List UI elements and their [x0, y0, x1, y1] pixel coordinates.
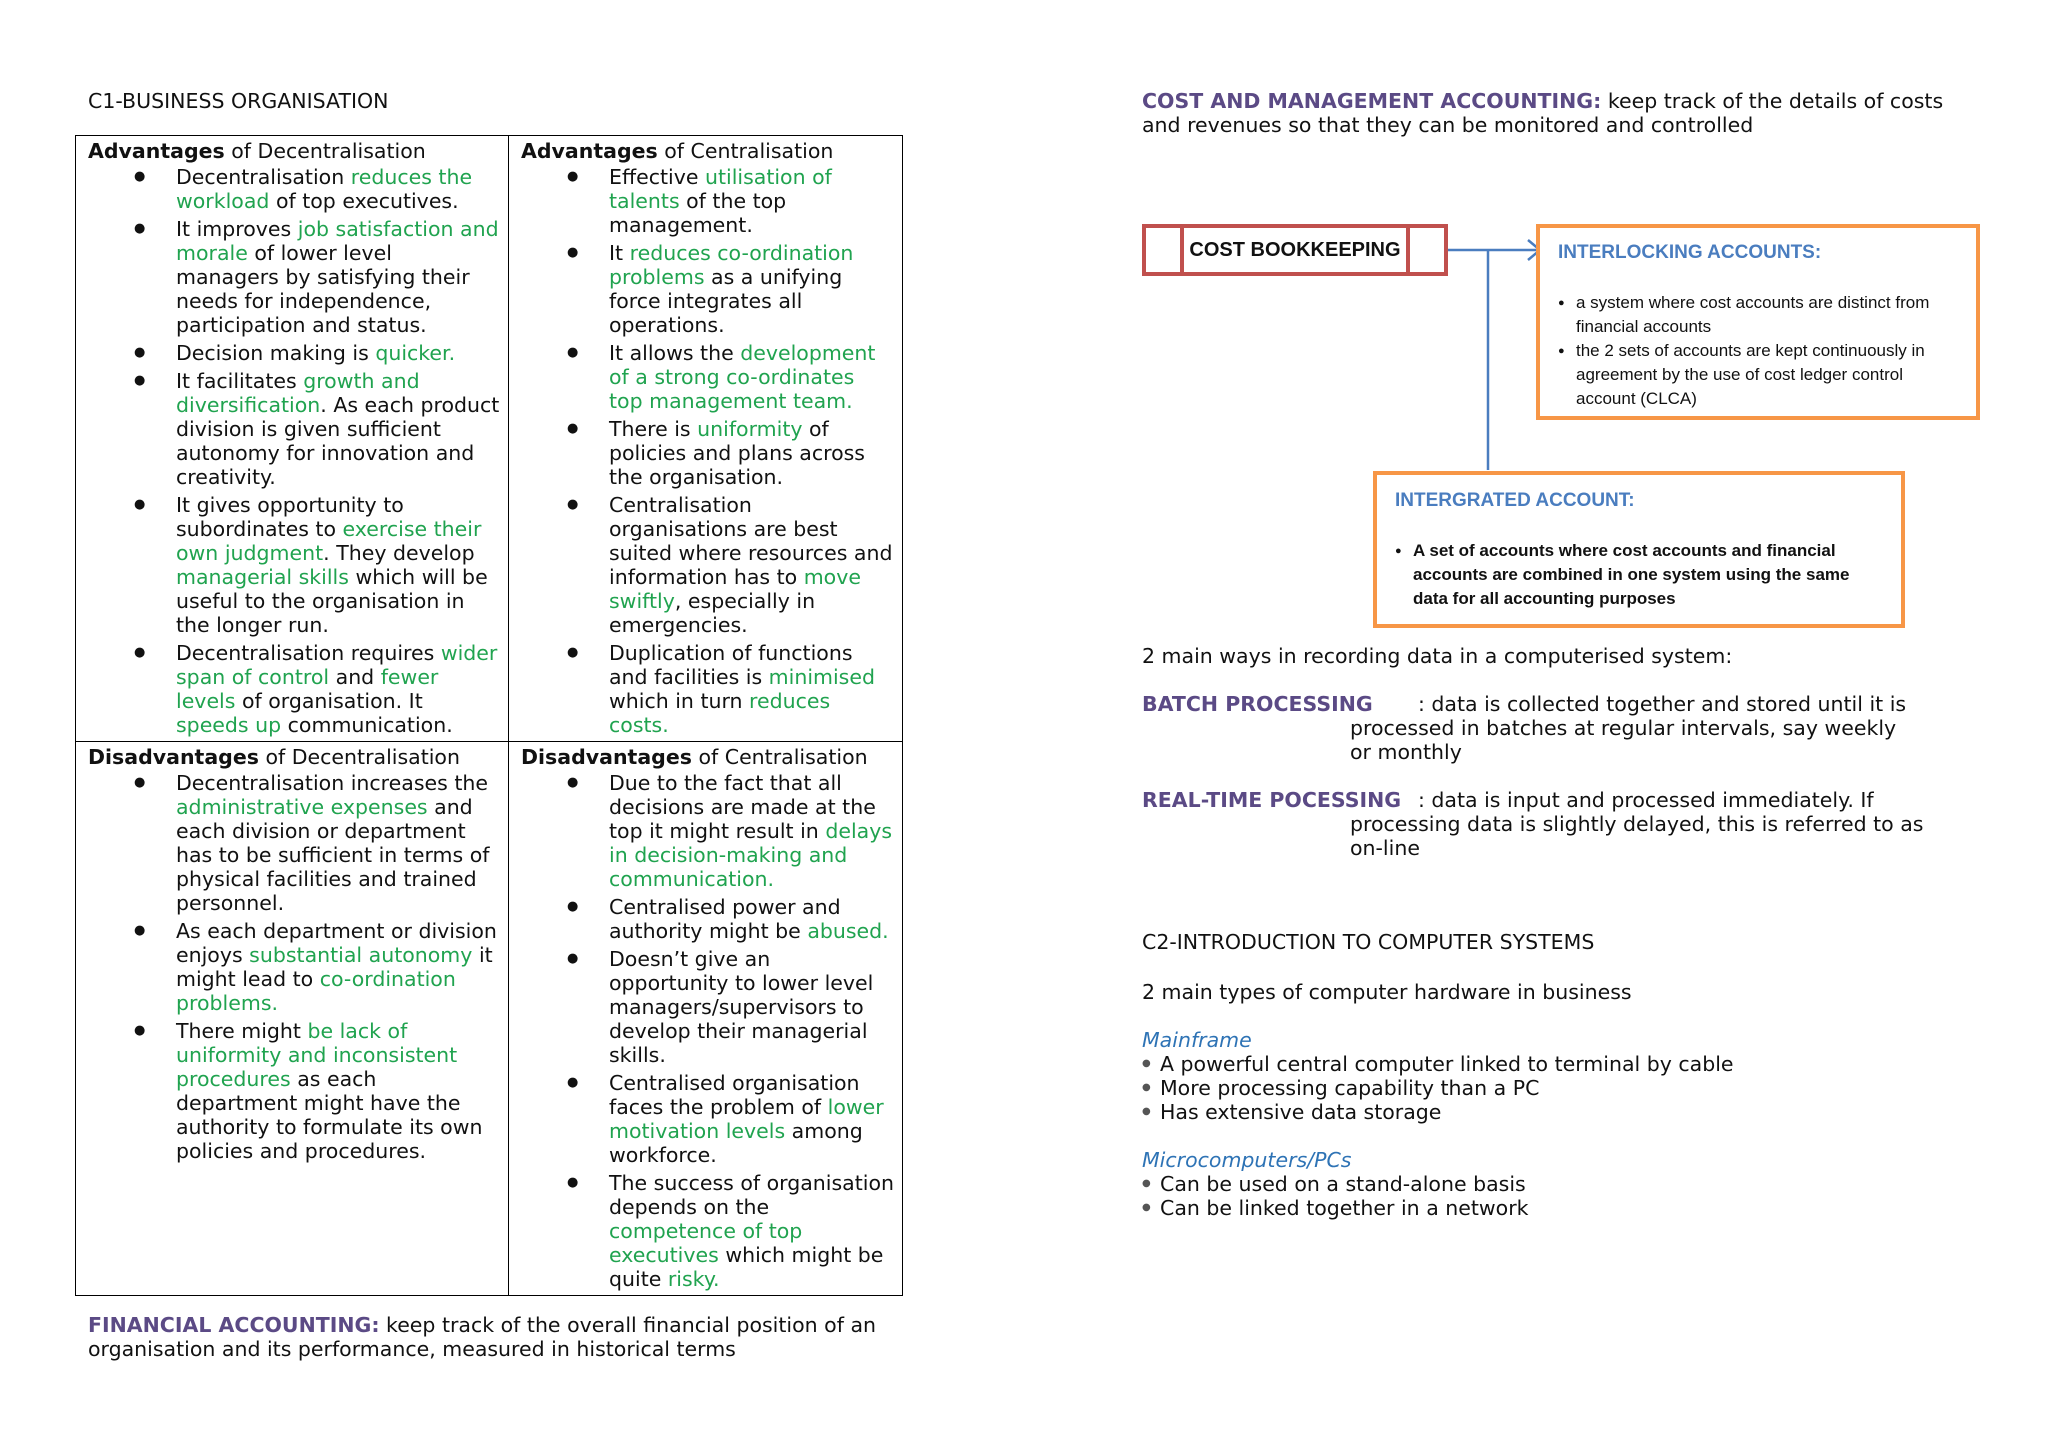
- list-item: [88, 919, 500, 1015]
- text: and: [329, 665, 381, 689]
- text: of organisation. It: [235, 689, 423, 713]
- text: It improves: [176, 217, 298, 241]
- list-item: [521, 895, 894, 943]
- bullet-list: [88, 165, 500, 737]
- cell-disadvantages-centralisation: [509, 742, 903, 1296]
- highlighted-text: substantial autonomy: [249, 943, 473, 967]
- list-item: [88, 641, 500, 737]
- text: which in turn: [609, 689, 750, 713]
- highlighted-text: utilisation of talents: [609, 165, 832, 213]
- text: As each department or division enjoys: [176, 919, 497, 967]
- section-title-c1: C1-BUSINESS ORGANISATION: [88, 89, 389, 113]
- section-title-c2: C2-INTRODUCTION TO COMPUTER SYSTEMS: [1142, 930, 1595, 954]
- highlighted-text: lower motivation levels: [609, 1095, 884, 1143]
- text: It allows the: [609, 341, 741, 365]
- highlighted-text: reduces the workload: [176, 165, 473, 213]
- cell-advantages-centralisation: [509, 136, 903, 742]
- list-item: ● the 2 sets of accounts are kept continuously in agreement by the use of cost ledger control account (CLCA): [1558, 339, 1958, 411]
- list-item: ● Can be used on a stand-alone basis: [1142, 1172, 1942, 1196]
- cost-bookkeeping-box: [1142, 224, 1448, 276]
- list-item: [88, 165, 500, 213]
- highlighted-text: be lack of uniformity and inconsistent procedures: [176, 1019, 458, 1091]
- text: , especially in emergencies.: [609, 589, 816, 637]
- highlighted-text: job satisfaction and morale: [176, 217, 499, 265]
- bullet-list: [521, 165, 894, 737]
- financial-accounting-definition: [88, 1313, 888, 1361]
- text: Decentralisation requires: [176, 641, 441, 665]
- text: of lower level managers by satisfying their needs for independence, participation and status.: [176, 241, 470, 337]
- text: . They develop: [323, 541, 475, 565]
- highlighted-text: minimised: [768, 665, 875, 689]
- list-item: [521, 241, 894, 337]
- text: . As each product division is given sufficient autonomy for innovation and creativity.: [176, 393, 500, 489]
- highlighted-text: administrative expenses: [176, 795, 428, 819]
- list-item: [88, 369, 500, 489]
- batch-processing-line1: : data is collected together and stored until it is: [1418, 692, 1907, 716]
- text: of top executives.: [269, 189, 459, 213]
- text: Duplication of functions and facilities is: [609, 641, 853, 689]
- highlighted-text: competence of top executives: [609, 1219, 803, 1267]
- term-label: BATCH PROCESSING: [1142, 692, 1373, 716]
- text: of the top management.: [609, 189, 787, 237]
- list-item: ● Has extensive data storage: [1142, 1100, 1942, 1124]
- mainframe-bullets: [1142, 1052, 1942, 1124]
- highlighted-text: managerial skills: [176, 565, 349, 589]
- text: Doesn’t give an opportunity to lower level managers/supervisors to develop their managerial skills.: [609, 947, 874, 1067]
- text: Effective: [609, 165, 705, 189]
- text: It gives opportunity to subordinates to: [176, 493, 404, 541]
- realtime-processing-line1: : data is input and processed immediately. If: [1418, 788, 1874, 812]
- definition-text: keep track of the details of costs and revenues so that they can be monitored and controlled: [1142, 89, 1944, 137]
- highlighted-text: quicker.: [375, 341, 456, 365]
- list-item: [521, 1171, 894, 1291]
- list-item: [521, 1071, 894, 1167]
- cell-heading-bold: Disadvantages: [88, 745, 259, 769]
- integrated-account-box: [1373, 471, 1905, 628]
- text: which might be quite: [609, 1243, 884, 1291]
- text: It facilitates: [176, 369, 304, 393]
- cell-heading-bold: Advantages: [521, 139, 658, 163]
- list-item: ● a system where cost accounts are distinct from financial accounts: [1558, 291, 1958, 339]
- interlocking-bullets: [1558, 291, 1958, 411]
- list-item: [88, 771, 500, 915]
- text: Decentralisation increases the: [176, 771, 488, 795]
- cell-heading-rest: of Centralisation: [657, 139, 834, 163]
- microcomputers-heading: Microcomputers/PCs: [1142, 1148, 1352, 1172]
- microcomputers-section: [1142, 1148, 1942, 1220]
- list-item: [88, 217, 500, 337]
- text: communication.: [281, 713, 453, 737]
- highlighted-text: growth and diversification: [176, 369, 420, 417]
- highlighted-text: fewer levels: [176, 665, 439, 713]
- cell-advantages-decentralisation: [76, 136, 509, 742]
- integrated-account-title: INTERGRATED ACCOUNT:: [1395, 490, 1635, 511]
- highlighted-text: uniformity: [697, 417, 803, 441]
- highlighted-text: speeds up: [176, 713, 282, 737]
- bullet-list: [88, 771, 500, 1163]
- highlighted-text: reduces costs.: [609, 689, 831, 737]
- recording-intro: 2 main ways in recording data in a computerised system:: [1142, 644, 1733, 668]
- realtime-processing-rest: processing data is slightly delayed, this is referred to as on-line: [1350, 812, 1924, 860]
- term-label: REAL-TIME POCESSING: [1142, 788, 1402, 812]
- cell-heading-bold: Disadvantages: [521, 745, 692, 769]
- centralisation-table: [75, 135, 903, 1296]
- list-item: [88, 493, 500, 637]
- cost-bookkeeping-label: COST BOOKKEEPING: [1180, 228, 1410, 272]
- mainframe-heading: Mainframe: [1142, 1028, 1252, 1052]
- interlocking-accounts-box: [1536, 224, 1980, 420]
- text: Centralised organisation faces the problem of: [609, 1071, 860, 1119]
- cell-heading-rest: of Centralisation: [691, 745, 868, 769]
- term-financial-accounting: FINANCIAL ACCOUNTING:: [88, 1313, 380, 1337]
- cell-heading-rest: of Decentralisation: [224, 139, 426, 163]
- text: Due to the fact that all decisions are made at the top it might result in: [609, 771, 876, 843]
- highlighted-text: reduces co-ordination problems: [609, 241, 854, 289]
- cell-disadvantages-decentralisation: [76, 742, 509, 1296]
- text: which will be useful to the organisation in the longer run.: [176, 565, 488, 637]
- list-item: ● More processing capability than a PC: [1142, 1076, 1942, 1100]
- text: Centralisation organisations are best suited where resources and information has to: [609, 493, 893, 589]
- highlighted-text: delays in decision-making and communication.: [609, 819, 893, 891]
- text: There might: [176, 1019, 308, 1043]
- cost-management-definition: [1142, 89, 1982, 137]
- list-item: ● Can be linked together in a network: [1142, 1196, 1942, 1220]
- integrated-bullets: [1395, 539, 1883, 611]
- definition-text: keep track of the overall financial position of an organisation and its performance, measured in historical terms: [88, 1313, 876, 1361]
- batch-processing-term: [1142, 692, 1373, 716]
- microcomputers-bullets: [1142, 1172, 1942, 1220]
- text: as a unifying force integrates all operations.: [609, 265, 843, 337]
- text: Decision making is: [176, 341, 376, 365]
- text: as each department might have the authority to formulate its own policies and procedures.: [176, 1067, 483, 1163]
- list-item: [521, 493, 894, 637]
- text: There is: [609, 417, 698, 441]
- text: The success of organisation depends on the: [609, 1171, 895, 1219]
- term-cost-management-accounting: COST AND MANAGEMENT ACCOUNTING:: [1142, 89, 1602, 113]
- highlighted-text: exercise their own judgment: [176, 517, 482, 565]
- mainframe-section: [1142, 1028, 1942, 1124]
- list-item: [521, 947, 894, 1067]
- text: Centralised power and authority might be: [609, 895, 841, 943]
- text: it might lead to: [176, 943, 493, 991]
- hardware-intro: 2 main types of computer hardware in business: [1142, 980, 1632, 1004]
- realtime-processing-term: [1142, 788, 1401, 812]
- highlighted-text: wider span of control: [176, 641, 498, 689]
- list-item: [521, 341, 894, 413]
- highlighted-text: co-ordination problems.: [176, 967, 456, 1015]
- list-item: [521, 771, 894, 891]
- cell-heading-bold: Advantages: [88, 139, 225, 163]
- highlighted-text: abused.: [807, 919, 889, 943]
- list-item: [521, 165, 894, 237]
- text: It: [609, 241, 630, 265]
- highlighted-text: move swiftly: [609, 565, 861, 613]
- interlocking-accounts-title: INTERLOCKING ACCOUNTS:: [1558, 242, 1822, 263]
- cell-heading-rest: of Decentralisation: [258, 745, 460, 769]
- list-item: [88, 341, 500, 365]
- list-item: [521, 417, 894, 489]
- highlighted-text: risky.: [667, 1267, 720, 1291]
- list-item: ● A set of accounts where cost accounts and financial accounts are combined in one system using the same data for all accounting purposes: [1395, 539, 1883, 611]
- bullet-list: [521, 771, 894, 1291]
- text: Decentralisation: [176, 165, 351, 189]
- text: and each division or department has to be sufficient in terms of physical facilities and trained personnel.: [176, 795, 490, 915]
- list-item: ● A powerful central computer linked to terminal by cable: [1142, 1052, 1942, 1076]
- text: of policies and plans across the organisation.: [609, 417, 865, 489]
- batch-processing-rest: processed in batches at regular intervals, say weekly or monthly: [1350, 716, 1897, 764]
- text: among workforce.: [609, 1119, 863, 1167]
- highlighted-text: development of a strong co-ordinates top management team.: [609, 341, 876, 413]
- list-item: [521, 641, 894, 737]
- list-item: [88, 1019, 500, 1163]
